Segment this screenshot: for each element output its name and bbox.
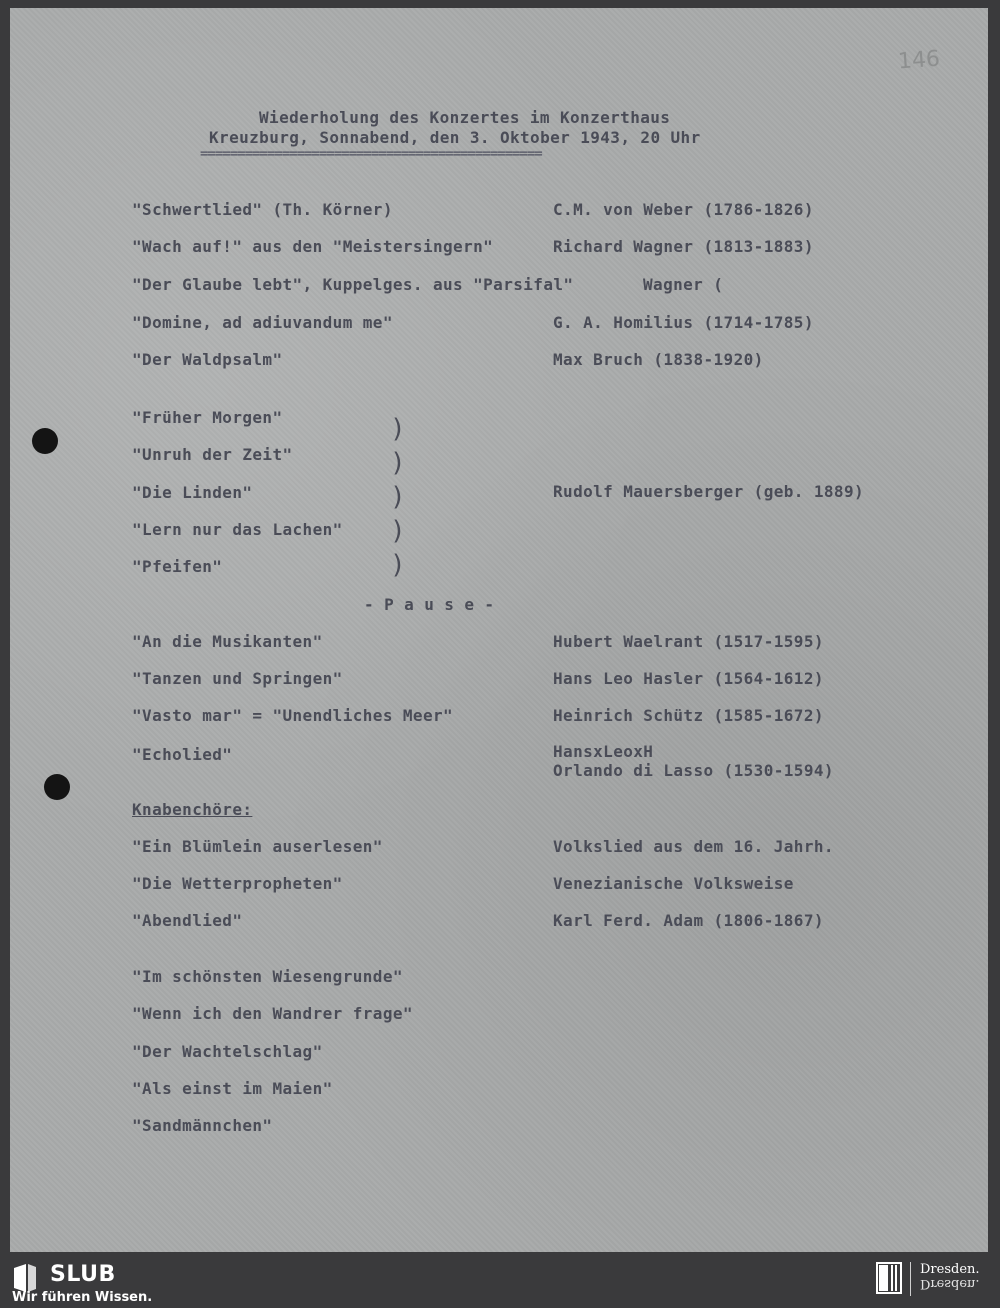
dresden-wordmark: Dresden. (920, 1262, 980, 1277)
grouping-brace: ) ) ) ) ) (390, 414, 406, 580)
header-line-1: Wiederholung des Konzertes im Konzerthaus (259, 108, 671, 127)
punch-hole (44, 774, 70, 800)
piece-title: "Der Waldpsalm" (132, 350, 283, 369)
struck-text: HansxLeoxH (553, 742, 654, 761)
piece-title: "An die Musikanten" (132, 632, 323, 651)
piece-composer: Rudolf Mauersberger (geb. 1889) (553, 482, 865, 501)
piece-composer: Heinrich Schütz (1585-1672) (553, 706, 824, 725)
footer-bar (0, 1258, 1000, 1308)
piece-title: "Vasto mar" = "Unendliches Meer" (132, 706, 454, 725)
slub-logo-icon (12, 1264, 38, 1292)
piece-title: "Tanzen und Springen" (132, 669, 343, 688)
piece-composer: Hans Leo Hasler (1564-1612) (553, 669, 824, 688)
piece-title: "Der Glaube lebt", Kuppelges. aus "Parsifal" (132, 275, 574, 294)
piece-composer: Richard Wagner (1813-1883) (553, 237, 814, 256)
piece-title: "Ein Blümlein auserlesen" (132, 837, 383, 856)
piece-composer: Wagner ( (643, 275, 724, 294)
piece-title: "Pfeifen" (132, 557, 223, 576)
piece-title: "Die Linden" (132, 483, 253, 502)
slub-brand: SLUB (50, 1262, 116, 1287)
piece-title: "Schwertlied" (Th. Körner) (132, 200, 393, 219)
piece-title: "Als einst im Maien" (132, 1079, 333, 1098)
section-heading: Knabenchöre: (132, 800, 253, 819)
piece-composer: Volkslied aus dem 16. Jahrh. (553, 837, 834, 856)
piece-title: "Lern nur das Lachen" (132, 520, 343, 539)
piece-title: "Der Wachtelschlag" (132, 1042, 323, 1061)
piece-title: "Wenn ich den Wandrer frage" (132, 1004, 413, 1023)
piece-title: "Wach auf!" aus den "Meistersingern" (132, 237, 494, 256)
piece-composer: Karl Ferd. Adam (1806-1867) (553, 911, 824, 930)
piece-composer: G. A. Homilius (1714-1785) (553, 313, 814, 332)
piece-title: "Die Wetterpropheten" (132, 874, 343, 893)
pencil-page-number: 146 (897, 46, 941, 75)
piece-composer: Orlando di Lasso (1530-1594) (553, 761, 834, 780)
piece-title: "Sandmännchen" (132, 1116, 273, 1135)
header-line-2: Kreuzburg, Sonnabend, den 3. Oktober 1943, 20 Uhr (209, 128, 701, 147)
piece-composer: Venezianische Volksweise (553, 874, 794, 893)
piece-title: "Im schönsten Wiesengrunde" (132, 967, 403, 986)
piece-title: "Echolied" (132, 745, 233, 764)
pause-label: - P a u s e - (364, 595, 495, 614)
piece-composer: Hubert Waelrant (1517-1595) (553, 632, 824, 651)
piece-title: "Abendlied" (132, 911, 243, 930)
punch-hole (32, 428, 58, 454)
piece-title: "Unruh der Zeit" (132, 445, 293, 464)
footer-divider (910, 1262, 911, 1296)
document-page (10, 8, 988, 1252)
dresden-wordmark-reflection: Dresden. (920, 1276, 980, 1291)
slub-tagline: Wir führen Wissen. (12, 1290, 153, 1305)
piece-title: "Domine, ad adiuvandum me" (132, 313, 393, 332)
piece-composer: C.M. von Weber (1786-1826) (553, 200, 814, 219)
dresden-crest-icon (876, 1262, 902, 1294)
piece-title: "Früher Morgen" (132, 408, 283, 427)
piece-composer: Max Bruch (1838-1920) (553, 350, 764, 369)
header-underline: ============================================== (200, 146, 542, 162)
